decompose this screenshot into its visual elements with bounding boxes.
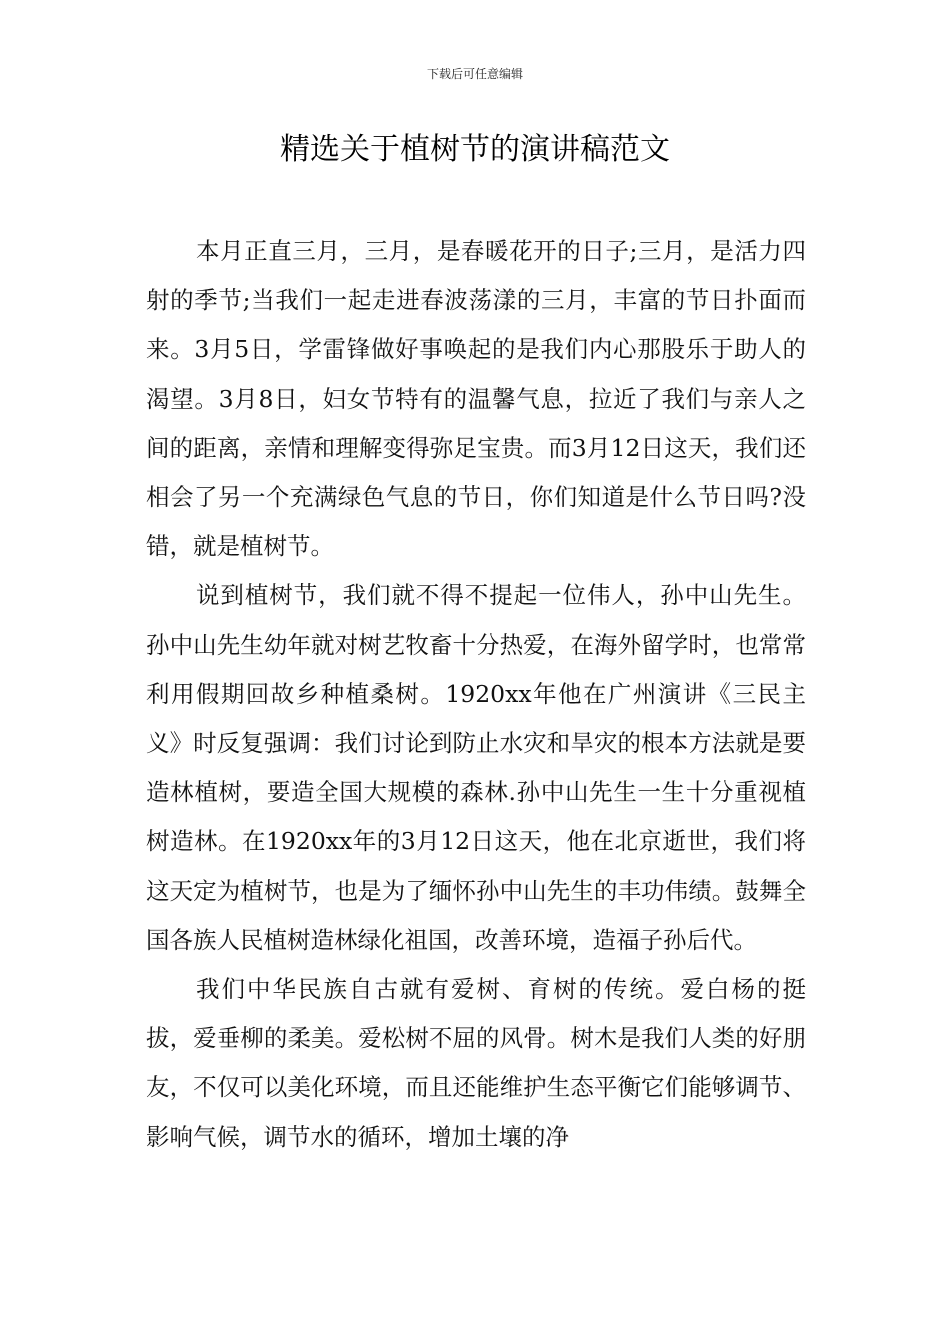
paragraph-3: 我们中华民族自古就有爱树、育树的传统。爱白杨的挺拔，爱垂柳的柔美。爱松树不屈的风骨。树木是我们人类的好朋友，不仅可以美化环境，而且还能维护生态平衡它们能够调节、影响气候，调节水的循环，增加土壤的净	[146, 975, 806, 1151]
paragraph-1: 本月正直三月，三月，是春暖花开的日子;三月，是活力四射的季节;当我们一起走进春波荡漾的三月，丰富的节日扑面而来。3月5日，学雷锋做好事唤起的是我们内心那股乐于助人的渴望。3月8日，妇女节特有的温馨气息，拉近了我们与亲人之间的距离，亲情和理解变得弥足宝贵。而3月12日这天，我们还相会了另一个充满绿色气息的节日，你们知道是什么节日吗?没错，就是植树节。	[146, 237, 806, 561]
document-title: 精选关于植树节的演讲稿范文	[280, 132, 670, 167]
paragraph-2: 说到植树节，我们就不得不提起一位伟人，孙中山先生。孙中山先生幼年就对树艺牧畜十分热爱，在海外留学时，也常常利用假期回故乡种植桑树。1920xx年他在广州演讲《三民主义》时反复强调：我们讨论到防止水灾和旱灾的根本方法就是要造林植树，要造全国大规模的森林.孙中山先生一生十分重视植树造林。在1920xx年的3月12日这天，他在北京逝世，我们将这天定为植树节，也是为了缅怀孙中山先生的丰功伟绩。鼓舞全国各族人民植树造林绿化祖国，改善环境，造福子孙后代。	[146, 581, 806, 954]
header-note: 下载后可任意编辑	[426, 67, 523, 81]
document-body	[146, 227, 806, 1162]
